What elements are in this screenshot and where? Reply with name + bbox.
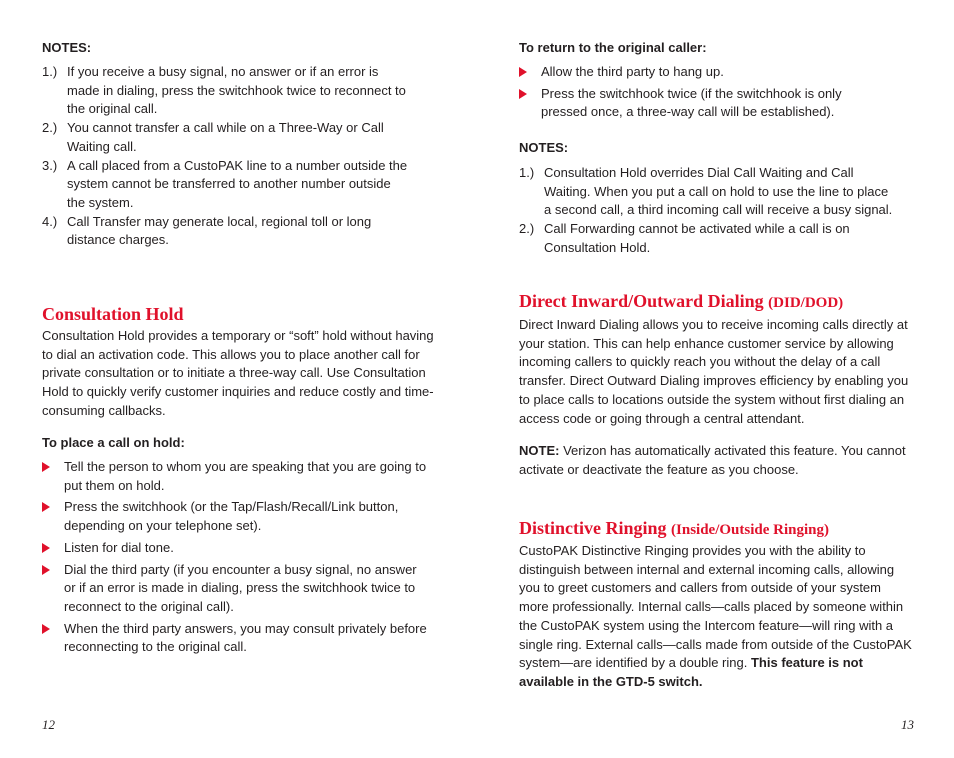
step-text: When the third party answers, you may consult privately before reconnecting to the original call. [64, 620, 427, 655]
bullet-arrow-icon [519, 67, 527, 77]
did-dod-title-sub: (DID/DOD) [768, 295, 844, 311]
note-number: 4.) [42, 213, 58, 229]
note-text: Call Transfer may generate local, regional toll or long distance charges. [67, 213, 372, 248]
consultation-hold-title: Consultation Hold [42, 304, 184, 324]
bullet-arrow-icon [42, 624, 50, 634]
did-dod-title-main: Direct Inward/Outward Dialing [519, 291, 764, 311]
note-number: 2.) [519, 221, 535, 237]
step-text: Press the switchhook twice (if the switchhook is only pressed once, a three-way call will be established). [541, 85, 842, 120]
notes-list [42, 63, 412, 250]
note-item [42, 157, 412, 213]
note-text: Verizon has automatically activated this feature. You cannot activate or deactivate the feature as you choose. [519, 443, 906, 477]
bullet-arrow-icon [42, 565, 50, 575]
notes-list [519, 164, 899, 258]
bullet-arrow-icon [42, 543, 50, 553]
bullet-arrow-icon [42, 462, 50, 472]
notes-heading: NOTES: [42, 40, 92, 55]
did-dod-body: Direct Inward Dialing allows you to receive incoming calls directly at your station. This can help enhance customer service by allowing incoming callers to quickly reach you without the delay of a call transfer. Direct Outward Dialing improves efficiency by enabling you to place calls to locations outside the system without first dialing an access code or going through a central attendant. [519, 317, 909, 426]
return-steps-list [519, 63, 889, 125]
bullet-arrow-icon [519, 89, 527, 99]
note-text: If you receive a busy signal, no answer or if an error is made in dialing, press the switchhook twice to reconnect to the original call. [67, 64, 406, 117]
step-text: Press the switchhook (or the Tap/Flash/Recall/Link button, depending on your telephone set). [64, 499, 399, 534]
distinctive-ringing-text: CustoPAK Distinctive Ringing provides you with the ability to distinguish between internal and external incoming calls, allowing you to greet customers and callers from outside of your system more professionally. Internal calls—calls placed by someone within the CustoPAK system using the Intercom feature—will ring with a single ring. External calls—calls made from outside of the CustoPAK system—are identified by a double ring. [519, 543, 912, 671]
place-on-hold-heading: To place a call on hold: [42, 435, 185, 450]
page-number-left: 12 [42, 717, 55, 732]
note-item [42, 213, 412, 250]
page-number-right: 13 [901, 717, 914, 732]
notes-heading: NOTES: [519, 140, 569, 155]
did-dod-title [519, 290, 843, 314]
step-text: Listen for dial tone. [64, 539, 174, 555]
hold-step [42, 561, 427, 617]
note-number: 2.) [42, 120, 58, 136]
hold-step [42, 458, 427, 495]
step-text: Dial the third party (if you encounter a busy signal, no answer or if an error is made in dialing, press the switchhook twice to reconnect to the original call). [64, 561, 417, 614]
note-number: 3.) [42, 157, 58, 173]
bullet-arrow-icon [42, 502, 50, 512]
hold-step [42, 620, 427, 657]
note-item [42, 63, 412, 119]
note-item [519, 220, 899, 257]
distinctive-ringing-title-sub: (Inside/Outside Ringing) [671, 522, 829, 538]
note-number: 1.) [42, 64, 58, 79]
distinctive-ringing-bold-note: This feature is not available in the GTD-5 switch. [519, 655, 863, 689]
hold-step [42, 539, 427, 558]
return-step [519, 85, 889, 122]
step-text: Tell the person to whom you are speaking that you are going to put them on hold. [64, 459, 427, 493]
did-dod-note [519, 442, 914, 479]
consultation-hold-body: Consultation Hold provides a temporary or “soft” hold without having to dial an activation code. This allows you to place another call for private consultation or to initiate a three-way call. Use Consultation Hold to quickly verify customer inquiries and reduce costly and time-consuming callbacks. [42, 328, 434, 418]
note-item [519, 164, 899, 220]
note-text: You cannot transfer a call while on a Three-Way or Call Waiting call. [67, 120, 384, 154]
distinctive-ringing-title-main: Distinctive Ringing [519, 518, 667, 538]
note-text: Call Forwarding cannot be activated while a call is on Consultation Hold. [544, 221, 850, 255]
note-item [42, 119, 412, 156]
return-step [519, 63, 889, 82]
distinctive-ringing-body [519, 542, 914, 692]
note-label: NOTE: [519, 443, 560, 458]
note-number: 1.) [519, 165, 535, 180]
note-text: A call placed from a CustoPAK line to a number outside the system cannot be transferred to another number outside the system. [67, 157, 408, 210]
hold-steps-list [42, 458, 427, 660]
note-text: Consultation Hold overrides Dial Call Waiting and Call Waiting. When you put a call on hold to use the line to place a second call, a third incoming call will receive a busy signal. [544, 165, 893, 218]
return-heading: To return to the original caller: [519, 40, 707, 55]
hold-step [42, 498, 427, 535]
step-text: Allow the third party to hang up. [541, 64, 724, 79]
distinctive-ringing-title [519, 517, 829, 541]
